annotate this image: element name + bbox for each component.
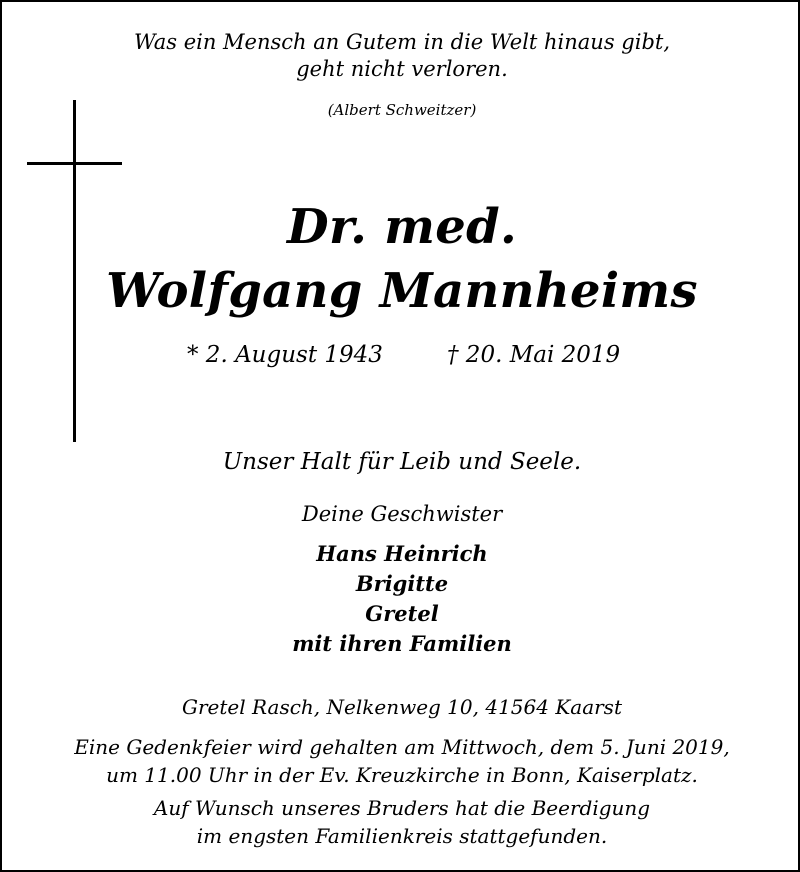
death-date: † 20. Mai 2019 (447, 342, 621, 368)
memorial-line-2: um 11.00 Uhr in der Ev. Kreuzkirche in Bonn, Kaiserplatz. (106, 763, 698, 787)
quote-line-1: Was ein Mensch an Gutem in die Welt hinaus gibt, (133, 30, 671, 54)
mourners-intro: Deine Geschwister (301, 502, 503, 526)
quote-line-2: geht nicht verloren. (296, 57, 508, 81)
deceased-name-block (2, 195, 800, 323)
cross-icon-horizontal-bar (27, 162, 122, 165)
burial-info (2, 794, 800, 850)
memorial-info (2, 733, 800, 789)
mourner-name: mit ihren Familien (292, 631, 512, 656)
mourner-name: Gretel (365, 601, 439, 626)
mourners-names (2, 539, 800, 659)
burial-line-1: Auf Wunsch unseres Bruders hat die Beerdigung (153, 796, 651, 820)
contact-address: Gretel Rasch, Nelkenweg 10, 41564 Kaarst (182, 695, 622, 719)
quote-block (2, 29, 800, 83)
deceased-name: Wolfgang Mannheims (106, 263, 698, 319)
burial-line-2: im engsten Familienkreis stattgefunden. (196, 824, 608, 848)
deceased-title: Dr. med. (287, 199, 517, 255)
mourner-name: Brigitte (355, 571, 449, 596)
quote-author: (Albert Schweitzer) (327, 101, 477, 119)
memorial-line-1: Eine Gedenkfeier wird gehalten am Mittwoch, dem 5. Juni 2019, (74, 735, 730, 759)
mourner-name: Hans Heinrich (316, 541, 488, 566)
birth-date: * 2. August 1943 (187, 342, 383, 368)
motto: Unser Halt für Leib und Seele. (222, 449, 582, 475)
